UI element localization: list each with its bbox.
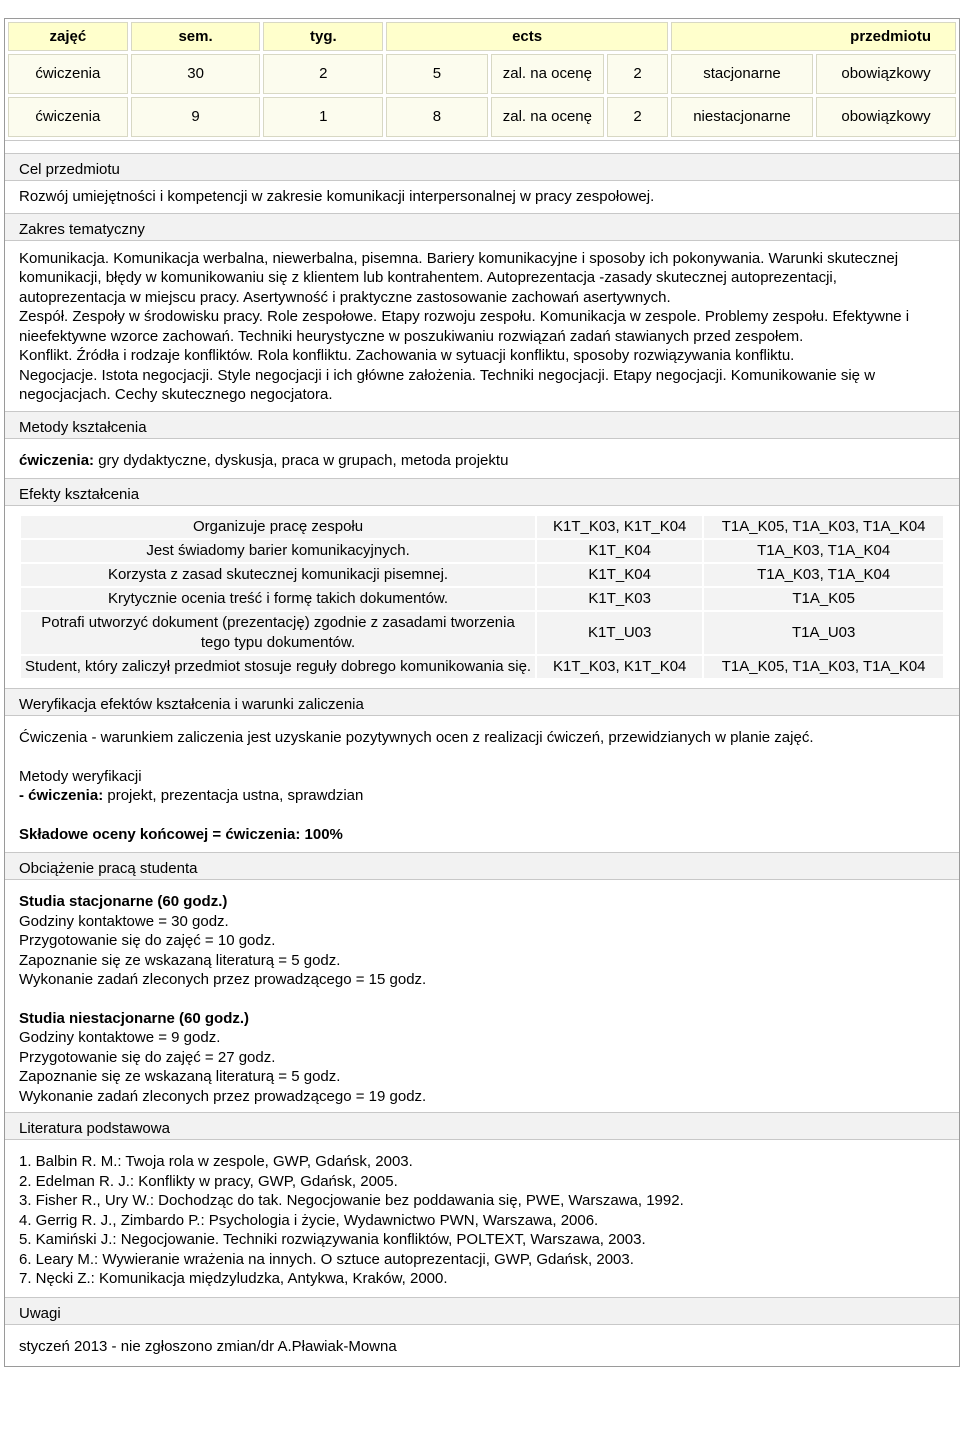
workload-line: Wykonanie zadań zleconych przez prowadzącego = 15 godz. [19,971,427,988]
zakres-paragraph: Zespół. Zespoły w środowisku pracy. Role zespołowe. Etapy rozwoju zespołu. Komunikacja w zespole. Problemy zespołu. Efektywne i nieefektywne wzorce zachowań. Techniki heurystyczne w poszukiwaniu rozwiązań zadań stawianych przed zespołem. [19,308,910,345]
table-row [21,516,943,538]
header-row [8,22,956,51]
effect-code: K1T_K03, K1T_K04 [537,516,702,538]
column-header: sem. [131,22,261,51]
effect-description: Jest świadomy barier komunikacyjnych. [21,540,535,562]
table-cell: ćwiczenia [8,54,128,94]
table-cell: obowiązkowy [816,97,956,137]
skladowe-oceny: Składowe oceny końcowej = ćwiczenia: 100% [19,825,343,843]
obciazenie-content [5,880,959,1112]
metody-content [5,439,959,479]
metody-weryfikacji-heading: Metody weryfikacji [19,767,142,785]
effect-code: K1T_K04 [537,564,702,586]
table-cell: 30 [131,54,261,94]
effect-code: T1A_K05 [704,588,943,610]
table-cell: 2 [263,54,383,94]
table-row [21,588,943,610]
table-cell: 9 [131,97,261,137]
effect-description: Potrafi utworzyć dokument (prezentację) zgodnie z zasadami tworzenia tego typu dokumentów. [21,612,535,654]
section-heading-metody: Metody kształcenia [5,411,959,439]
zakres-paragraph: Negocjacje. Istota negocjacji. Style negocjacji i ich główne założenia. Techniki negocjacji. Etapy negocjacji. Komunikowanie się w negocjacjach. Cechy skutecznego negocjatora. [19,366,876,403]
table-cell: 2 [607,54,668,94]
literature-item: 7. Nęcki Z.: Komunikacja międzyludzka, Antykwa, Kraków, 2000. [19,1270,448,1287]
table-cell: obowiązkowy [816,54,956,94]
column-header: przedmiotu [671,22,956,51]
zakres-paragraph: Konflikt. Źródła i rodzaje konfliktów. Rola konfliktu. Zachowania w sytuacji konfliktu, sposoby rozwiązywania konfliktu. [19,347,795,364]
table-row [8,97,956,137]
table-row [21,612,943,654]
literatura-list [5,1140,959,1297]
zakres-content [5,241,959,411]
effect-code: T1A_K05, T1A_K03, T1A_K04 [704,516,943,538]
effect-description: Krytycznie ocenia treść i formę takich dokumentów. [21,588,535,610]
literature-item: 1. Balbin R. M.: Twoja rola w zespole, GWP, Gdańsk, 2003. [19,1153,413,1170]
literature-item: 2. Edelman R. J.: Konflikty w pracy, GWP, Gdańsk, 2005. [19,1172,398,1190]
effect-code: K1T_K04 [537,540,702,562]
table-row [21,656,943,678]
metody-text: gry dydaktyczne, dyskusja, praca w grupach, metoda projektu [94,451,509,469]
workload-line: Przygotowanie się do zajęć = 10 godz. [19,932,276,949]
section-heading-weryfikacja: Weryfikacja efektów kształcenia i warunki zaliczenia [5,688,959,716]
table-cell: zal. na ocenę [491,54,605,94]
weryfikacja-content [5,716,959,852]
syllabus-page [4,18,960,1367]
section-heading-uwagi: Uwagi [5,1297,959,1325]
workload-line: Zapoznanie się ze wskazaną literaturą = 5 godz. [19,1068,341,1085]
metody-label: ćwiczenia: [19,451,95,469]
column-header: ects [386,22,668,51]
table-cell: ćwiczenia [8,97,128,137]
effect-code: T1A_K05, T1A_K03, T1A_K04 [704,656,943,678]
literature-item: 6. Leary M.: Wywieranie wrażenia na innych. O sztuce autoprezentacji, GWP, Gdańsk, 2003. [19,1250,634,1268]
literature-item: 5. Kamiński J.: Negocjowanie. Techniki rozwiązywania konfliktów, POLTEXT, Warszawa, 2003. [19,1231,646,1248]
niestacjonarne-title: Studia niestacjonarne (60 godz.) [19,1009,250,1027]
table-cell: 8 [386,97,487,137]
table-cell: 5 [386,54,487,94]
metody-weryfikacji-label: - ćwiczenia: [19,787,104,804]
column-header: zajęć [8,22,128,51]
cel-text: Rozwój umiejętności i kompetencji w zakresie komunikacji interpersonalnej w pracy zespołowej. [19,188,655,205]
metody-weryfikacji-line [19,786,945,806]
effect-code: T1A_K03, T1A_K04 [704,540,943,562]
section-heading-zakres: Zakres tematyczny [5,213,959,241]
workload-line: Zapoznanie się ze wskazaną literaturą = 5 godz. [19,951,341,969]
table-cell: 1 [263,97,383,137]
effect-code: T1A_K03, T1A_K04 [704,564,943,586]
table-row [21,540,943,562]
effect-code: K1T_U03 [537,612,702,654]
stacjonarne-title: Studia stacjonarne (60 godz.) [19,893,228,910]
section-heading-obciazenie: Obciążenie pracą studenta [5,852,959,880]
warunki-text: Ćwiczenia - warunkiem zaliczenia jest uzyskanie pozytywnych ocen z realizacji ćwiczeń, przewidzianych w planie zajęć. [19,729,814,746]
effect-description: Korzysta z zasad skutecznej komunikacji pisemnej. [21,564,535,586]
column-header: tyg. [263,22,383,51]
effect-description: Organizuje pracę zespołu [21,516,535,538]
zakres-paragraph: Komunikacja. Komunikacja werbalna, niewerbalna, pisemna. Bariery komunikacyjne i sposoby ich pokonywania. Warunki skutecznej komunikacji, błędy w komunikowaniu się z klientem lub kontrahentem. Autoprezentacja -zasady skutecznej autoprezentacji, autoprezentacja w miejscu pracy. Asertywność i praktyczne zastosowanie zachowań asertywnych. [19,249,899,306]
literature-item: 4. Gerrig R. J., Zimbardo P.: Psychologia i życie, Wydawnictwo PWN, Warszawa, 2006. [19,1211,599,1229]
effect-code: K1T_K03, K1T_K04 [537,656,702,678]
table-row [8,54,956,94]
workload-line: Wykonanie zadań zleconych przez prowadzącego = 19 godz. [19,1087,427,1105]
workload-line: Przygotowanie się do zajęć = 27 godz. [19,1048,276,1066]
workload-line: Godziny kontaktowe = 30 godz. [19,912,229,930]
table-cell: 2 [607,97,668,137]
section-heading-efekty: Efekty kształcenia [5,478,959,506]
table-cell: stacjonarne [671,54,813,94]
section-heading-cel: Cel przedmiotu [5,153,959,181]
literature-item: 3. Fisher R., Ury W.: Dochodząc do tak. Negocjowanie bez poddawania się, PWE, Warszawa, 1992. [19,1192,684,1209]
efekty-table [19,514,945,680]
table-row [21,564,943,586]
efekty-content [5,506,959,688]
course-header-table [5,19,959,141]
workload-line: Godziny kontaktowe = 9 godz. [19,1029,221,1046]
table-cell: zal. na ocenę [491,97,605,137]
section-heading-literatura: Literatura podstawowa [5,1112,959,1140]
table-cell: niestacjonarne [671,97,813,137]
metody-weryfikacji-text: projekt, prezentacja ustna, sprawdzian [103,787,364,804]
uwagi-text: styczeń 2013 - nie zgłoszono zmian/dr A.Pławiak-Mowna [19,1337,397,1355]
effect-code: T1A_U03 [704,612,943,654]
effect-code: K1T_K03 [537,588,702,610]
effect-description: Student, który zaliczył przedmiot stosuje reguły dobrego komunikowania się. [21,656,535,678]
